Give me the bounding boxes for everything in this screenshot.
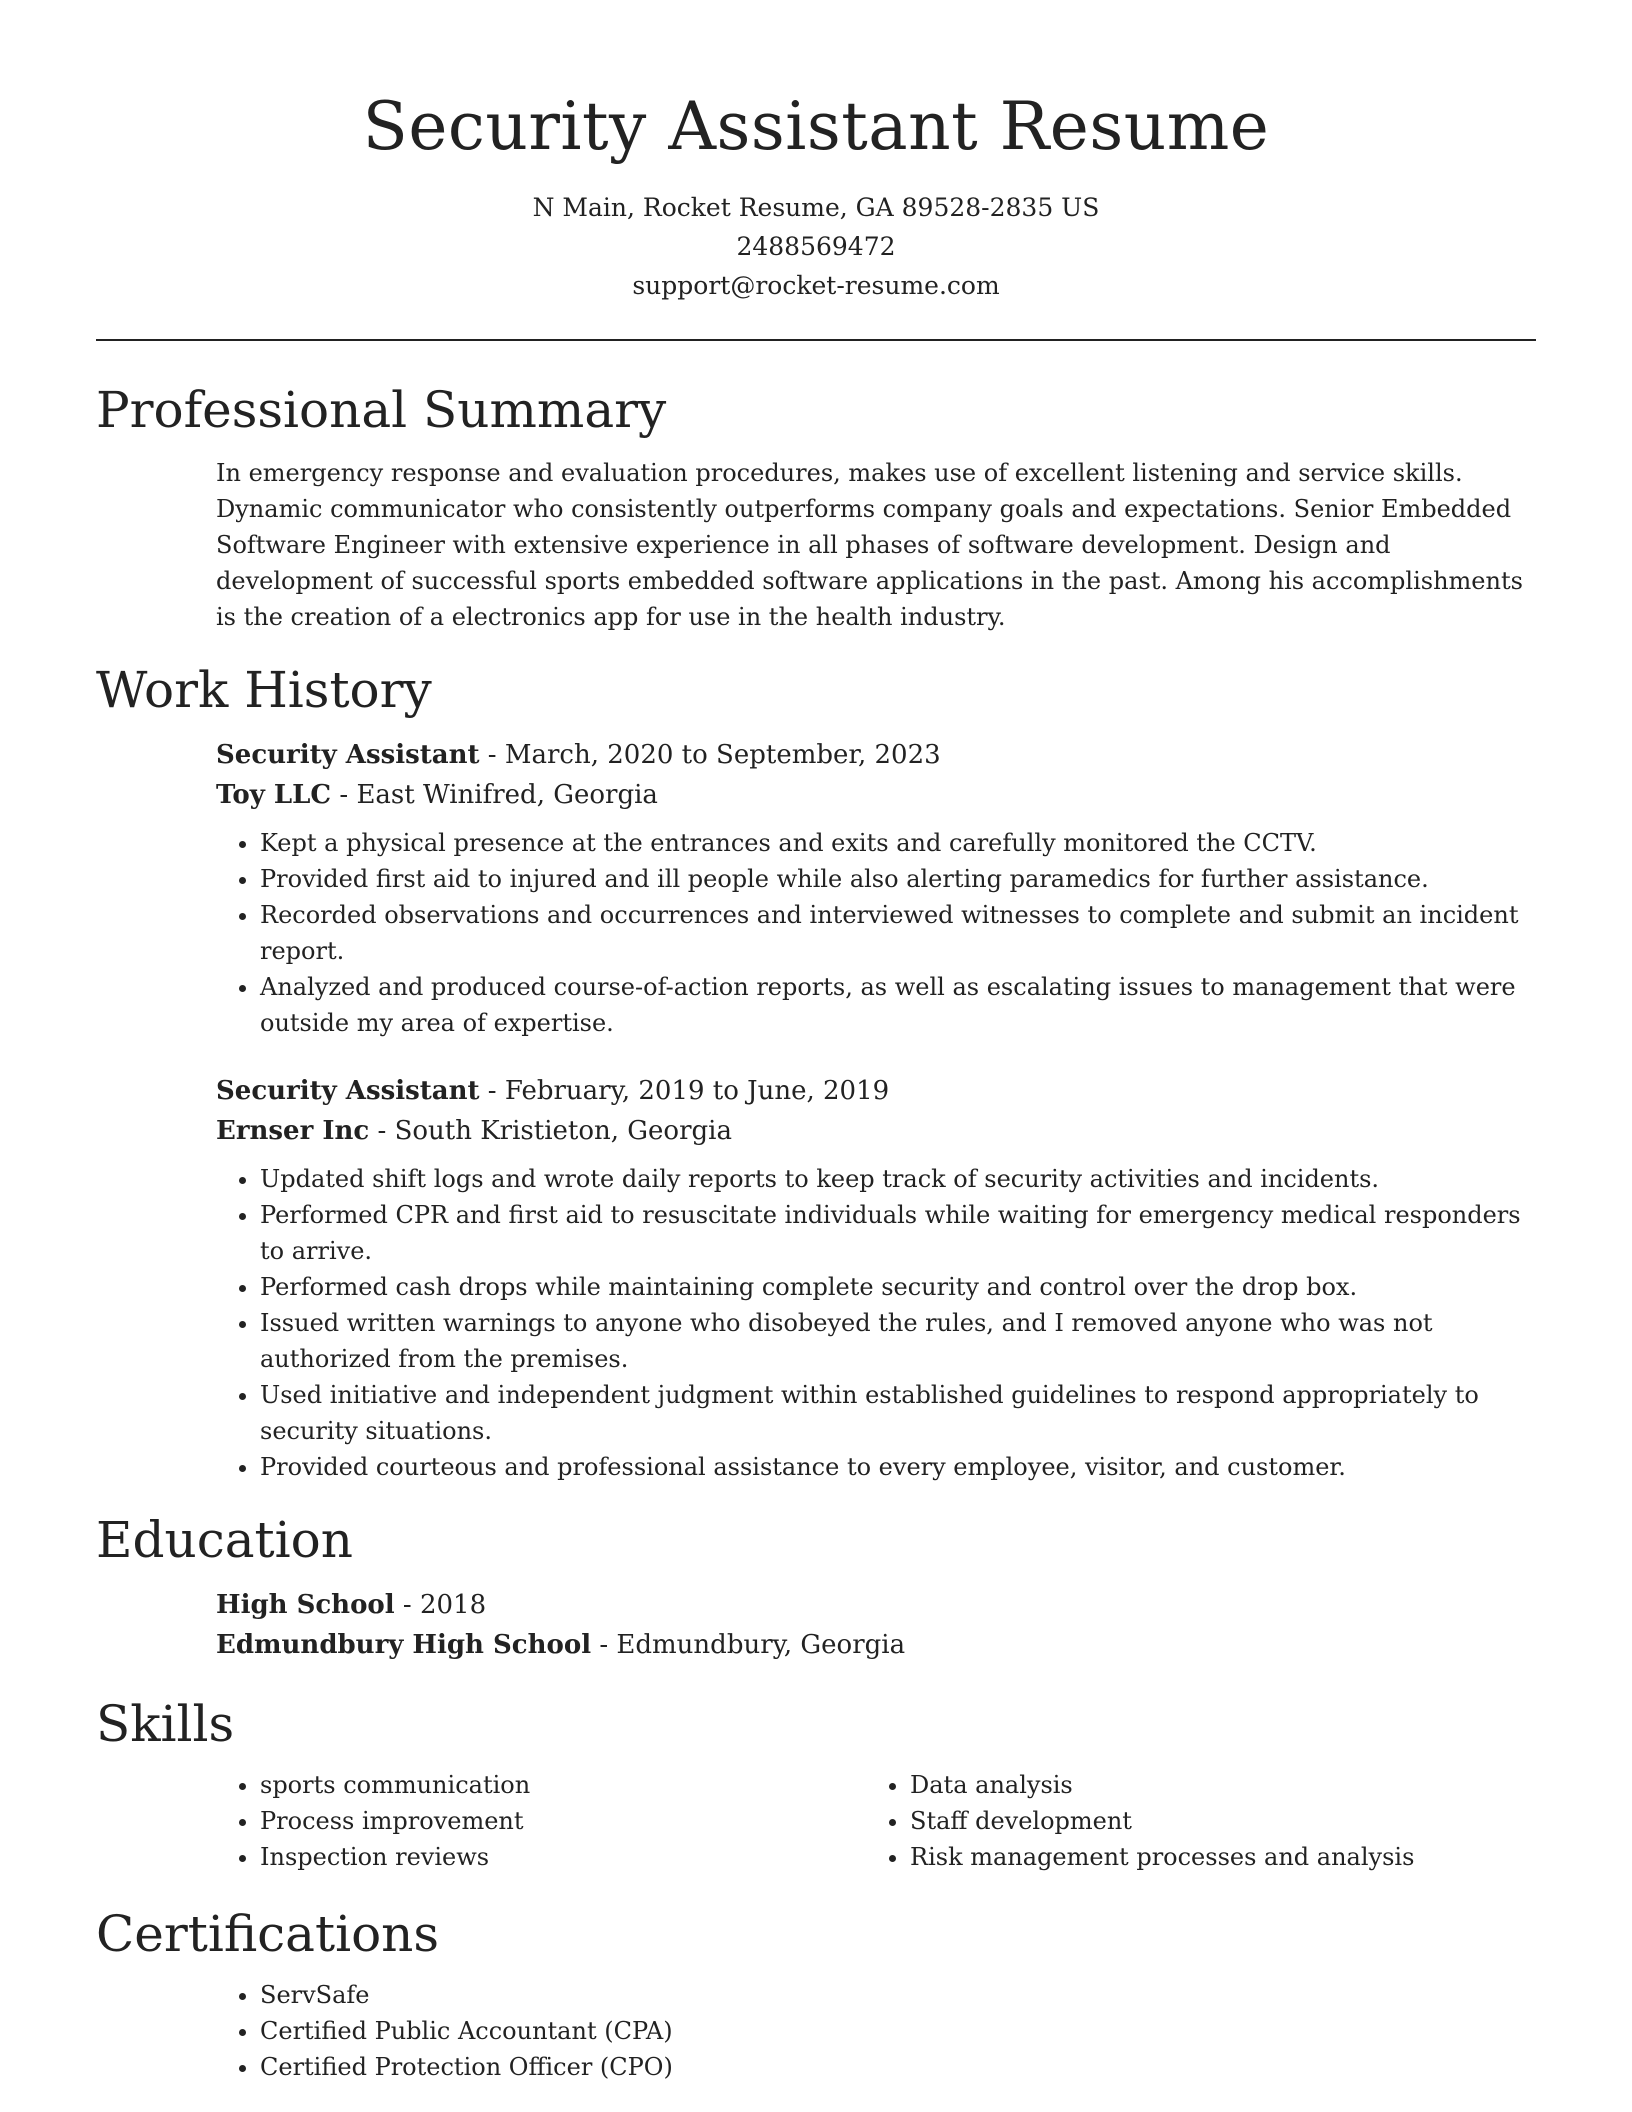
job-bullet: • Performed CPR and first aid to resuscitate individuals while waiting for emergency medical responders to arrive.	[260, 1197, 1536, 1269]
certifications-heading: Certifications	[96, 1905, 440, 1963]
job-bullet: • Kept a physical presence at the entrances and exits and carefully monitored the CCTV.	[260, 825, 1536, 861]
phone: 2488569472	[736, 232, 896, 261]
job-bullets	[216, 825, 1536, 1041]
job-bullet: • Updated shift logs and wrote daily reports to keep track of security activities and incidents.	[260, 1161, 1536, 1197]
work-section	[96, 655, 1536, 1485]
certifications-section	[96, 1899, 1536, 2085]
certifications-list-wrap	[216, 1977, 1536, 2085]
summary-heading: Professional Summary	[96, 381, 667, 439]
education-degree-line	[216, 1585, 1536, 1625]
skill-item: • Data analysis	[910, 1767, 1516, 1803]
education-heading: Education	[96, 1511, 353, 1569]
job-entry	[216, 1071, 1536, 1485]
address: N Main, Rocket Resume, GA 89528-2835 US	[532, 193, 1100, 222]
job-role: Security Assistant	[216, 740, 480, 770]
education-school: Edmundbury High School	[216, 1630, 592, 1660]
job-entry	[216, 735, 1536, 1041]
skills-list-left	[216, 1767, 866, 1875]
education-location: - Edmundbury, Georgia	[591, 1630, 906, 1660]
certification-item: • ServSafe	[260, 1977, 866, 2013]
contact-info	[96, 188, 1536, 305]
skills-heading: Skills	[96, 1695, 235, 1753]
job-role: Security Assistant	[216, 1076, 480, 1106]
skill-item: • sports communication	[260, 1767, 866, 1803]
job-bullet: • Used initiative and independent judgment within established guidelines to respond appropriately to security situations.	[260, 1377, 1536, 1449]
education-school-line	[216, 1625, 1536, 1665]
summary-section	[96, 375, 1536, 635]
job-company: Toy LLC	[216, 780, 332, 810]
job-dates: - March, 2020 to September, 2023	[479, 740, 941, 770]
certification-item: • Certified Public Accountant (CPA)	[260, 2013, 866, 2049]
summary-text: In emergency response and evaluation procedures, makes use of excellent listening and service skills. Dynamic communicator who consistently outperforms company goals and expectations. Senior Embedded Software Engineer with extensive experience in all phases of software development. Design and development of successful sports embedded software applications in the past. Among his accomplishments is the creation of a electronics app for use in the health industry.	[216, 459, 1523, 631]
job-bullets	[216, 1161, 1536, 1485]
header-divider	[96, 339, 1536, 341]
job-bullet: • Performed cash drops while maintaining complete security and control over the drop box.	[260, 1269, 1536, 1305]
job-bullet: • Issued written warnings to anyone who disobeyed the rules, and I removed anyone who was not authorized from the premises.	[260, 1305, 1536, 1377]
skills-section	[96, 1689, 1536, 1875]
job-title-line	[216, 735, 1536, 775]
job-bullet: • Recorded observations and occurrences and interviewed witnesses to complete and submit an incident report.	[260, 897, 1536, 969]
summary-body	[216, 455, 1536, 635]
education-year: - 2018	[394, 1590, 487, 1620]
email: support@rocket-resume.com	[632, 271, 1000, 300]
skills-grid	[216, 1767, 1536, 1875]
job-bullet: • Provided first aid to injured and ill people while also alerting paramedics for further assistance.	[260, 861, 1536, 897]
work-heading: Work History	[96, 661, 432, 719]
resume-header	[96, 0, 1536, 305]
job-bullet: • Analyzed and produced course-of-action reports, as well as escalating issues to management that were outside my area of expertise.	[260, 969, 1536, 1041]
certification-item: • Certified Protection Officer (CPO)	[260, 2049, 866, 2085]
resume-title: Security Assistant Resume	[362, 88, 1270, 165]
job-bullet: • Provided courteous and professional assistance to every employee, visitor, and customer.	[260, 1449, 1536, 1485]
job-location: - East Winifred, Georgia	[331, 780, 658, 810]
job-dates: - February, 2019 to June, 2019	[479, 1076, 890, 1106]
education-entry	[216, 1585, 1536, 1665]
skills-list-right	[866, 1767, 1516, 1875]
job-company-line	[216, 775, 1536, 815]
resume-page	[96, 0, 1536, 2085]
skill-item: • Staff development	[910, 1803, 1516, 1839]
skill-item: • Risk management processes and analysis	[910, 1839, 1516, 1875]
job-title-line	[216, 1071, 1536, 1111]
certifications-list	[216, 1977, 866, 2085]
job-location: - South Kristieton, Georgia	[369, 1116, 732, 1146]
job-company: Ernser Inc	[216, 1116, 370, 1146]
skill-item: • Inspection reviews	[260, 1839, 866, 1875]
education-degree: High School	[216, 1590, 395, 1620]
skill-item: • Process improvement	[260, 1803, 866, 1839]
education-section	[96, 1505, 1536, 1665]
job-company-line	[216, 1111, 1536, 1151]
